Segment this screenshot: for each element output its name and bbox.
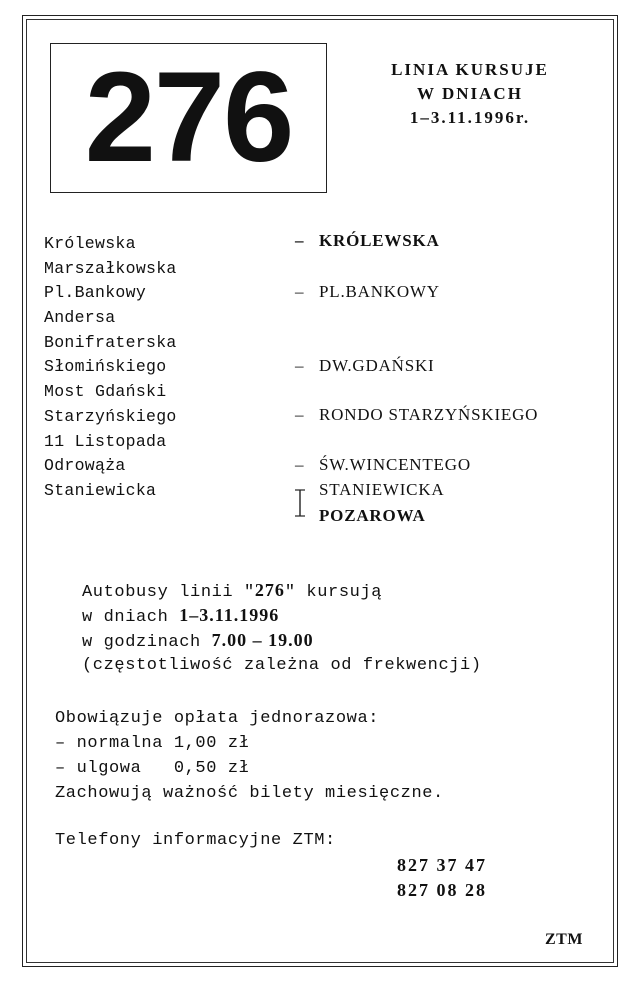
fare-line: – normalna 1,00 zł — [55, 734, 250, 753]
street-item: Pl.Bankowy — [44, 283, 147, 303]
street-item: Andersa — [44, 308, 116, 328]
stop-rondo-starzynskiego: – RONDO STARZYŃSKIEGO — [295, 405, 539, 424]
route-streets — [44, 232, 177, 504]
fare-line: Obowiązuje opłata jednorazowa: — [55, 709, 380, 728]
notice-line-3: 1–3.11.1996r. — [409, 108, 531, 127]
info-line: w godzinach 7.00 – 19.00 — [82, 630, 314, 652]
service-notice — [370, 58, 570, 130]
fare-line: Zachowują ważność bilety miesięczne. — [55, 784, 444, 803]
fare-line: – ulgowa 0,50 zł — [55, 759, 250, 778]
stop-pl-bankowy: – PL.BANKOWY — [295, 282, 440, 301]
street-item: Królewska — [44, 234, 136, 253]
line-number: 276 — [84, 46, 293, 189]
phone-number: 827 37 47 — [397, 855, 487, 875]
info-line: (częstotliwość zależna od frekwencji) — [82, 656, 482, 675]
street-item: Starzyńskiego — [44, 406, 177, 426]
stop-staniewicka: STANIEWICKA — [319, 480, 445, 499]
stop-pozarowa: POZAROWA — [319, 506, 426, 525]
service-info — [82, 578, 482, 678]
notice-line-2: W DNIACH — [417, 84, 523, 103]
stop-krolewska: – KRÓLEWSKA — [295, 231, 440, 250]
terminus-bracket-icon — [293, 489, 307, 517]
info-line: w dniach 1–3.11.1996 — [82, 605, 280, 627]
ztm-signature: ZTM — [545, 931, 583, 948]
phone-number: 827 08 28 — [397, 880, 487, 900]
notice-line-1: LINIA KURSUJE — [391, 60, 549, 79]
street-item: Most Gdański — [44, 382, 167, 402]
stop-sw-wincentego: – ŚW.WINCENTEGO — [295, 455, 471, 474]
street-item: Słomińskiego — [44, 357, 167, 377]
fare-info — [55, 706, 444, 806]
street-item: Bonifraterska — [44, 332, 177, 352]
info-line: Autobusy linii "276" kursują — [82, 580, 383, 602]
street-item: 11 Listopada — [44, 431, 167, 451]
street-item: Marszałkowska — [44, 258, 177, 278]
stop-dw-gdanski: – DW.GDAŃSKI — [295, 356, 435, 375]
street-item: Staniewicka — [44, 480, 157, 500]
street-item: Odrowąża — [44, 456, 126, 476]
phones-heading: Telefony informacyjne ZTM: — [55, 831, 336, 850]
